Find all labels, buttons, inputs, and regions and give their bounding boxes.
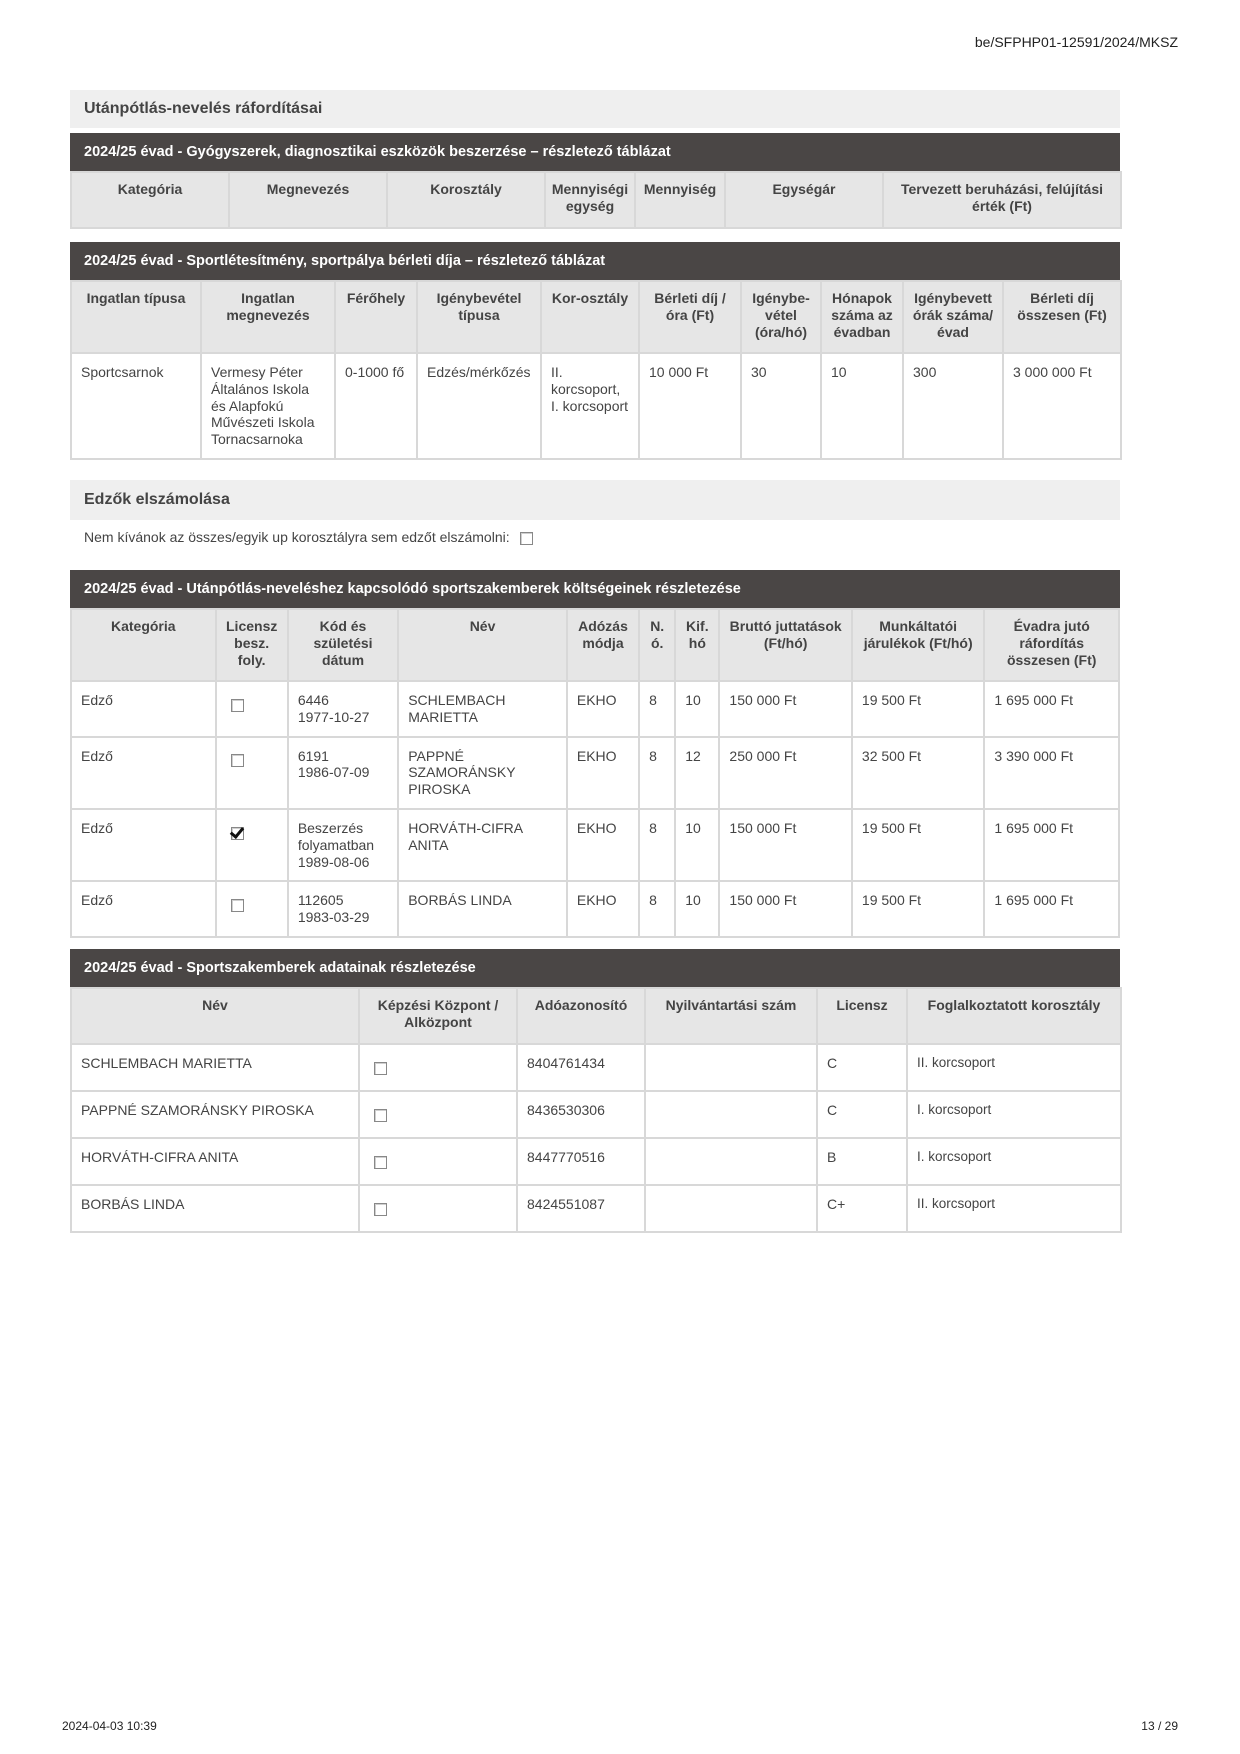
cell-adozas: EKHO [567, 681, 639, 737]
cell-osszesen: 1 695 000 Ft [984, 809, 1119, 881]
cell-adoazonosito: 8424551087 [517, 1185, 645, 1232]
col-header: Kor-osztály [541, 281, 639, 353]
cell-kategoria: Edző [71, 681, 216, 737]
kepzesi-kozpont-checkbox[interactable] [374, 1109, 387, 1122]
cell-licensz [216, 681, 288, 737]
sportszak-table-block [70, 570, 1120, 938]
cell-jarulek: 19 500 Ft [852, 809, 985, 881]
cell-brutto: 250 000 Ft [719, 737, 852, 809]
col-header: Megnevezés [229, 172, 387, 228]
cell: 10 000 Ft [639, 353, 741, 459]
col-header: Kód és születési dátum [288, 609, 398, 681]
cell-adozas: EKHO [567, 737, 639, 809]
table-row [71, 1091, 1121, 1138]
licensz-checkbox[interactable] [231, 899, 244, 912]
col-header: Kif. hó [675, 609, 719, 681]
szuletesi-datum: 1989-08-06 [297, 853, 370, 870]
cell-nyilvantartasi [645, 1185, 817, 1232]
col-header: Évadra jutó ráfordítás összesen (Ft) [984, 609, 1119, 681]
adatok-table [70, 987, 1122, 1233]
footer-page-number: 13 / 29 [1141, 1719, 1178, 1733]
cell-adozas: EKHO [567, 809, 639, 881]
cell: Edzés/mérkőzés [417, 353, 541, 459]
cell-licensz: C [817, 1091, 907, 1138]
cell: II. korcsoport, I. korcsoport [541, 353, 639, 459]
cell-osszesen: 1 695 000 Ft [984, 681, 1119, 737]
table-row [71, 353, 1121, 459]
kod: 6446 [297, 692, 329, 708]
kod: 6191 [297, 747, 329, 764]
cell: 0-1000 fő [335, 353, 417, 459]
cell-korosztaly: I. korcsoport [907, 1091, 1121, 1138]
sportszak-table-title: 2024/25 évad - Utánpótlás-neveléshez kapcsolódó sportszakemberek költségeinek részletezése [70, 570, 1120, 608]
cell-kategoria: Edző [71, 737, 216, 809]
gyogyszer-table-block [70, 133, 1120, 229]
col-header: Férőhely [335, 281, 417, 353]
document-id: be/SFPHP01-12591/2024/MKSZ [974, 34, 1178, 50]
col-header: Korosztály [387, 172, 545, 228]
cell-no: 8 [639, 737, 675, 809]
cell-nyilvantartasi [645, 1091, 817, 1138]
col-header: Ingatlan megnevezés [201, 281, 335, 353]
cell-nev: BORBÁS LINDA [398, 881, 567, 937]
cell-licensz: B [817, 1138, 907, 1185]
col-header: Hónapok száma az évadban [821, 281, 903, 353]
cell-brutto: 150 000 Ft [719, 881, 852, 937]
cell: 10 [821, 353, 903, 459]
cell: 30 [741, 353, 821, 459]
cell-nyilvantartasi [645, 1138, 817, 1185]
cell-kepzesi [359, 1138, 517, 1185]
cell-licensz [216, 881, 288, 937]
table-row [71, 809, 1119, 881]
col-header: Bruttó juttatások (Ft/hó) [719, 609, 852, 681]
cell-nev: HORVÁTH-CIFRA ANITA [71, 1138, 359, 1185]
cell-kod [288, 809, 398, 881]
cell: Vermesy Péter Általános Iskola és Alapfokú Művészeti Iskola Tornacsarnoka [201, 353, 335, 459]
cell-kif: 10 [675, 809, 719, 881]
col-header: Kategória [71, 609, 216, 681]
cell-korosztaly: I. korcsoport [907, 1138, 1121, 1185]
table-row [71, 681, 1119, 737]
cell: 3 000 000 Ft [1003, 353, 1121, 459]
col-header: Nyilvántartási szám [645, 988, 817, 1044]
col-header: N. ó. [639, 609, 675, 681]
cell-kod [288, 681, 398, 737]
licensz-checkbox[interactable] [231, 754, 244, 767]
cell-jarulek: 19 500 Ft [852, 881, 985, 937]
col-header: Adóazonosító [517, 988, 645, 1044]
cell-jarulek: 32 500 Ft [852, 737, 985, 809]
cell-no: 8 [639, 681, 675, 737]
edzok-note-text: Nem kívánok az összes/egyik up korosztályra sem edzőt elszámolni: [84, 529, 510, 545]
cell-kepzesi [359, 1044, 517, 1091]
cell-jarulek: 19 500 Ft [852, 681, 985, 737]
col-header: Igénybevett órák száma/évad [903, 281, 1003, 353]
cell-licensz [216, 737, 288, 809]
cell-kepzesi [359, 1091, 517, 1138]
cell-osszesen: 1 695 000 Ft [984, 881, 1119, 937]
cell-nev: BORBÁS LINDA [71, 1185, 359, 1232]
cell-brutto: 150 000 Ft [719, 681, 852, 737]
col-header: Ingatlan típusa [71, 281, 201, 353]
col-header: Név [398, 609, 567, 681]
col-header: Igénybe-vétel (óra/hó) [741, 281, 821, 353]
cell-korosztaly: II. korcsoport [907, 1044, 1121, 1091]
berleti-table-title: 2024/25 évad - Sportlétesítmény, sportpálya bérleti díja – részletező táblázat [70, 242, 1120, 280]
cell-korosztaly: II. korcsoport [907, 1185, 1121, 1232]
cell-kategoria: Edző [71, 809, 216, 881]
section-title-edzok: Edzők elszámolása [70, 480, 1120, 520]
cell-licensz: C+ [817, 1185, 907, 1232]
table-row [71, 737, 1119, 809]
cell-adozas: EKHO [567, 881, 639, 937]
kepzesi-kozpont-checkbox[interactable] [374, 1203, 387, 1216]
cell-kategoria: Edző [71, 881, 216, 937]
col-header: Licensz [817, 988, 907, 1044]
table-row [71, 1138, 1121, 1185]
cell-nev: SCHLEMBACH MARIETTA [71, 1044, 359, 1091]
col-header: Igénybevétel típusa [417, 281, 541, 353]
szuletesi-datum: 1986-07-09 [297, 764, 370, 781]
no-coach-checkbox[interactable] [520, 532, 533, 545]
cell-nev: PAPPNÉ SZAMORÁNSKY PIROSKA [71, 1091, 359, 1138]
adatok-table-title: 2024/25 évad - Sportszakemberek adatainak részletezése [70, 949, 1120, 987]
gyogyszer-table-title: 2024/25 évad - Gyógyszerek, diagnosztikai eszközök beszerzése – részletező táblázat [70, 133, 1120, 171]
col-header: Mennyiségi egység [545, 172, 635, 228]
cell-nev: HORVÁTH-CIFRA ANITA [398, 809, 567, 881]
cell-kif: 10 [675, 681, 719, 737]
licensz-checkbox[interactable] [231, 699, 244, 712]
cell-kod [288, 737, 398, 809]
col-header: Tervezett beruházási, felújítási érték (Ft) [883, 172, 1121, 228]
col-header: Képzési Központ / Alközpont [359, 988, 517, 1044]
cell-licensz: C [817, 1044, 907, 1091]
footer-timestamp: 2024-04-03 10:39 [62, 1719, 157, 1733]
cell-adoazonosito: 8436530306 [517, 1091, 645, 1138]
cell-nev: SCHLEMBACH MARIETTA [398, 681, 567, 737]
col-header: Bérleti díj / óra (Ft) [639, 281, 741, 353]
cell-no: 8 [639, 809, 675, 881]
col-header: Kategória [71, 172, 229, 228]
gyogyszer-table [70, 171, 1122, 229]
kepzesi-kozpont-checkbox[interactable] [374, 1156, 387, 1169]
cell-adoazonosito: 8404761434 [517, 1044, 645, 1091]
cell-kif: 12 [675, 737, 719, 809]
cell-nyilvantartasi [645, 1044, 817, 1091]
cell-nev: PAPPNÉ SZAMORÁNSKY PIROSKA [398, 737, 567, 809]
section-title-raforditasok: Utánpótlás-nevelés ráfordításai [70, 90, 1120, 128]
cell-osszesen: 3 390 000 Ft [984, 737, 1119, 809]
edzok-note [84, 529, 533, 545]
kod: Beszerzés folyamatban [297, 819, 375, 853]
cell: 300 [903, 353, 1003, 459]
szuletesi-datum: 1977-10-27 [297, 708, 370, 725]
cell-brutto: 150 000 Ft [719, 809, 852, 881]
berleti-table [70, 280, 1122, 460]
cell-adoazonosito: 8447770516 [517, 1138, 645, 1185]
cell-licensz [216, 809, 288, 881]
col-header: Egységár [725, 172, 883, 228]
table-row [71, 881, 1119, 937]
kod: 112605 [297, 892, 344, 909]
cell-kod [288, 881, 398, 937]
col-header: Licensz besz. foly. [216, 609, 288, 681]
table-row [71, 1185, 1121, 1232]
berleti-table-block [70, 242, 1120, 460]
col-header: Bérleti díj összesen (Ft) [1003, 281, 1121, 353]
table-row [71, 1044, 1121, 1091]
szuletesi-datum: 1983-03-29 [297, 909, 370, 926]
col-header: Adózás módja [567, 609, 639, 681]
cell-kepzesi [359, 1185, 517, 1232]
kepzesi-kozpont-checkbox[interactable] [374, 1062, 387, 1075]
cell-no: 8 [639, 881, 675, 937]
col-header: Név [71, 988, 359, 1044]
licensz-checkbox-checked[interactable] [231, 827, 244, 840]
col-header: Munkáltatói járulékok (Ft/hó) [852, 609, 985, 681]
col-header: Foglalkoztatott korosztály [907, 988, 1121, 1044]
cell-kif: 10 [675, 881, 719, 937]
col-header: Mennyiség [635, 172, 725, 228]
cell: Sportcsarnok [71, 353, 201, 459]
adatok-table-block [70, 949, 1120, 1233]
sportszak-table [70, 608, 1120, 938]
